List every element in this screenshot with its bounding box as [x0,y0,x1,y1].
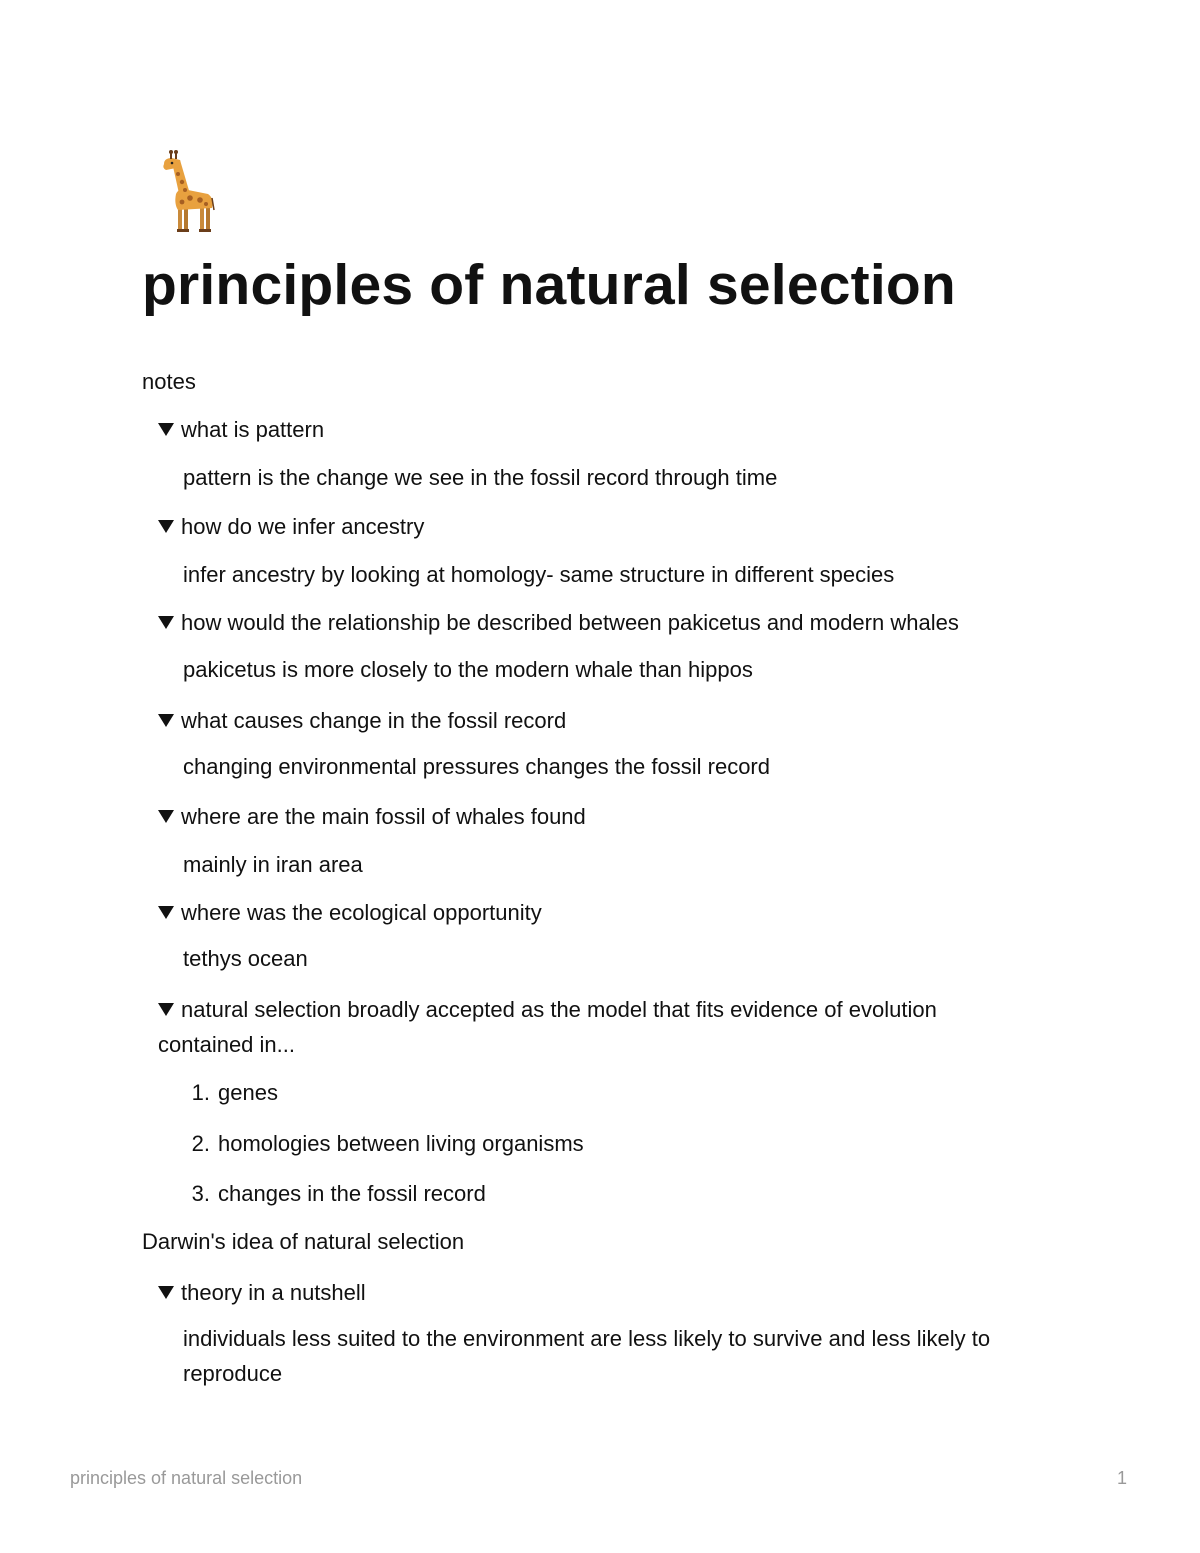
toggle-answer: mainly in iran area [183,852,363,877]
list-item [188,1078,278,1108]
list-item-text: genes [218,1080,278,1105]
page-number: 1 [1117,1468,1128,1488]
toggle-pakicetus-relationship[interactable] [158,608,959,638]
footer-title: principles of natural selection [70,1468,303,1488]
toggle-question: theory in a nutshell [181,1280,366,1305]
toggle-answer: individuals less suited to the environment are less likely to survive and less likely to [183,1326,991,1351]
notes-heading: notes [142,369,196,394]
darwin-heading: Darwin's idea of natural selection [142,1229,465,1254]
toggle-triangle-icon[interactable] [158,906,174,919]
toggle-question: natural selection broadly accepted as the model that fits evidence of evolution [181,997,937,1022]
toggle-triangle-icon[interactable] [158,1003,174,1016]
toggle-answer: changing environmental pressures changes the fossil record [183,754,770,779]
toggle-theory-nutshell[interactable] [158,1278,366,1308]
toggle-what-is-pattern[interactable] [158,415,324,445]
toggle-answer: infer ancestry by looking at homology- same structure in different species [183,562,895,587]
toggle-question: how do we infer ancestry [181,514,425,539]
toggle-question: what is pattern [181,417,325,442]
toggle-infer-ancestry[interactable] [158,512,424,542]
list-item-text: changes in the fossil record [218,1181,486,1206]
toggle-triangle-icon[interactable] [158,1286,174,1299]
toggle-question-continued: contained in... [158,1032,295,1057]
list-item-number: 2. [191,1131,210,1156]
page-title: principles of natural selection [142,253,956,317]
list-item-text: homologies between living organisms [218,1131,584,1156]
toggle-ecological-opportunity[interactable] [158,898,542,928]
toggle-question: how would the relationship be described between pakicetus and modern whales [181,610,959,635]
toggle-answer-continued: reproduce [183,1361,283,1386]
toggle-question: where was the ecological opportunity [181,900,542,925]
toggle-natural-selection-evidence[interactable] [158,995,937,1025]
toggle-triangle-icon[interactable] [158,714,174,727]
list-item-number: 1. [191,1080,210,1105]
toggle-question: where are the main fossil of whales found [181,804,586,829]
toggle-triangle-icon[interactable] [158,423,174,436]
toggle-whale-fossils-location[interactable] [158,802,586,832]
toggle-triangle-icon[interactable] [158,616,174,629]
toggle-fossil-change-cause[interactable] [158,706,566,736]
list-item [188,1129,584,1159]
toggle-answer: pakicetus is more closely to the modern whale than hippos [183,657,753,682]
toggle-triangle-icon[interactable] [158,520,174,533]
toggle-question: what causes change in the fossil record [181,708,567,733]
giraffe-icon [158,150,216,236]
list-item-number: 3. [191,1181,210,1206]
toggle-answer: pattern is the change we see in the fossil record through time [183,465,778,490]
list-item [188,1179,486,1209]
toggle-triangle-icon[interactable] [158,810,174,823]
toggle-answer: tethys ocean [183,946,308,971]
